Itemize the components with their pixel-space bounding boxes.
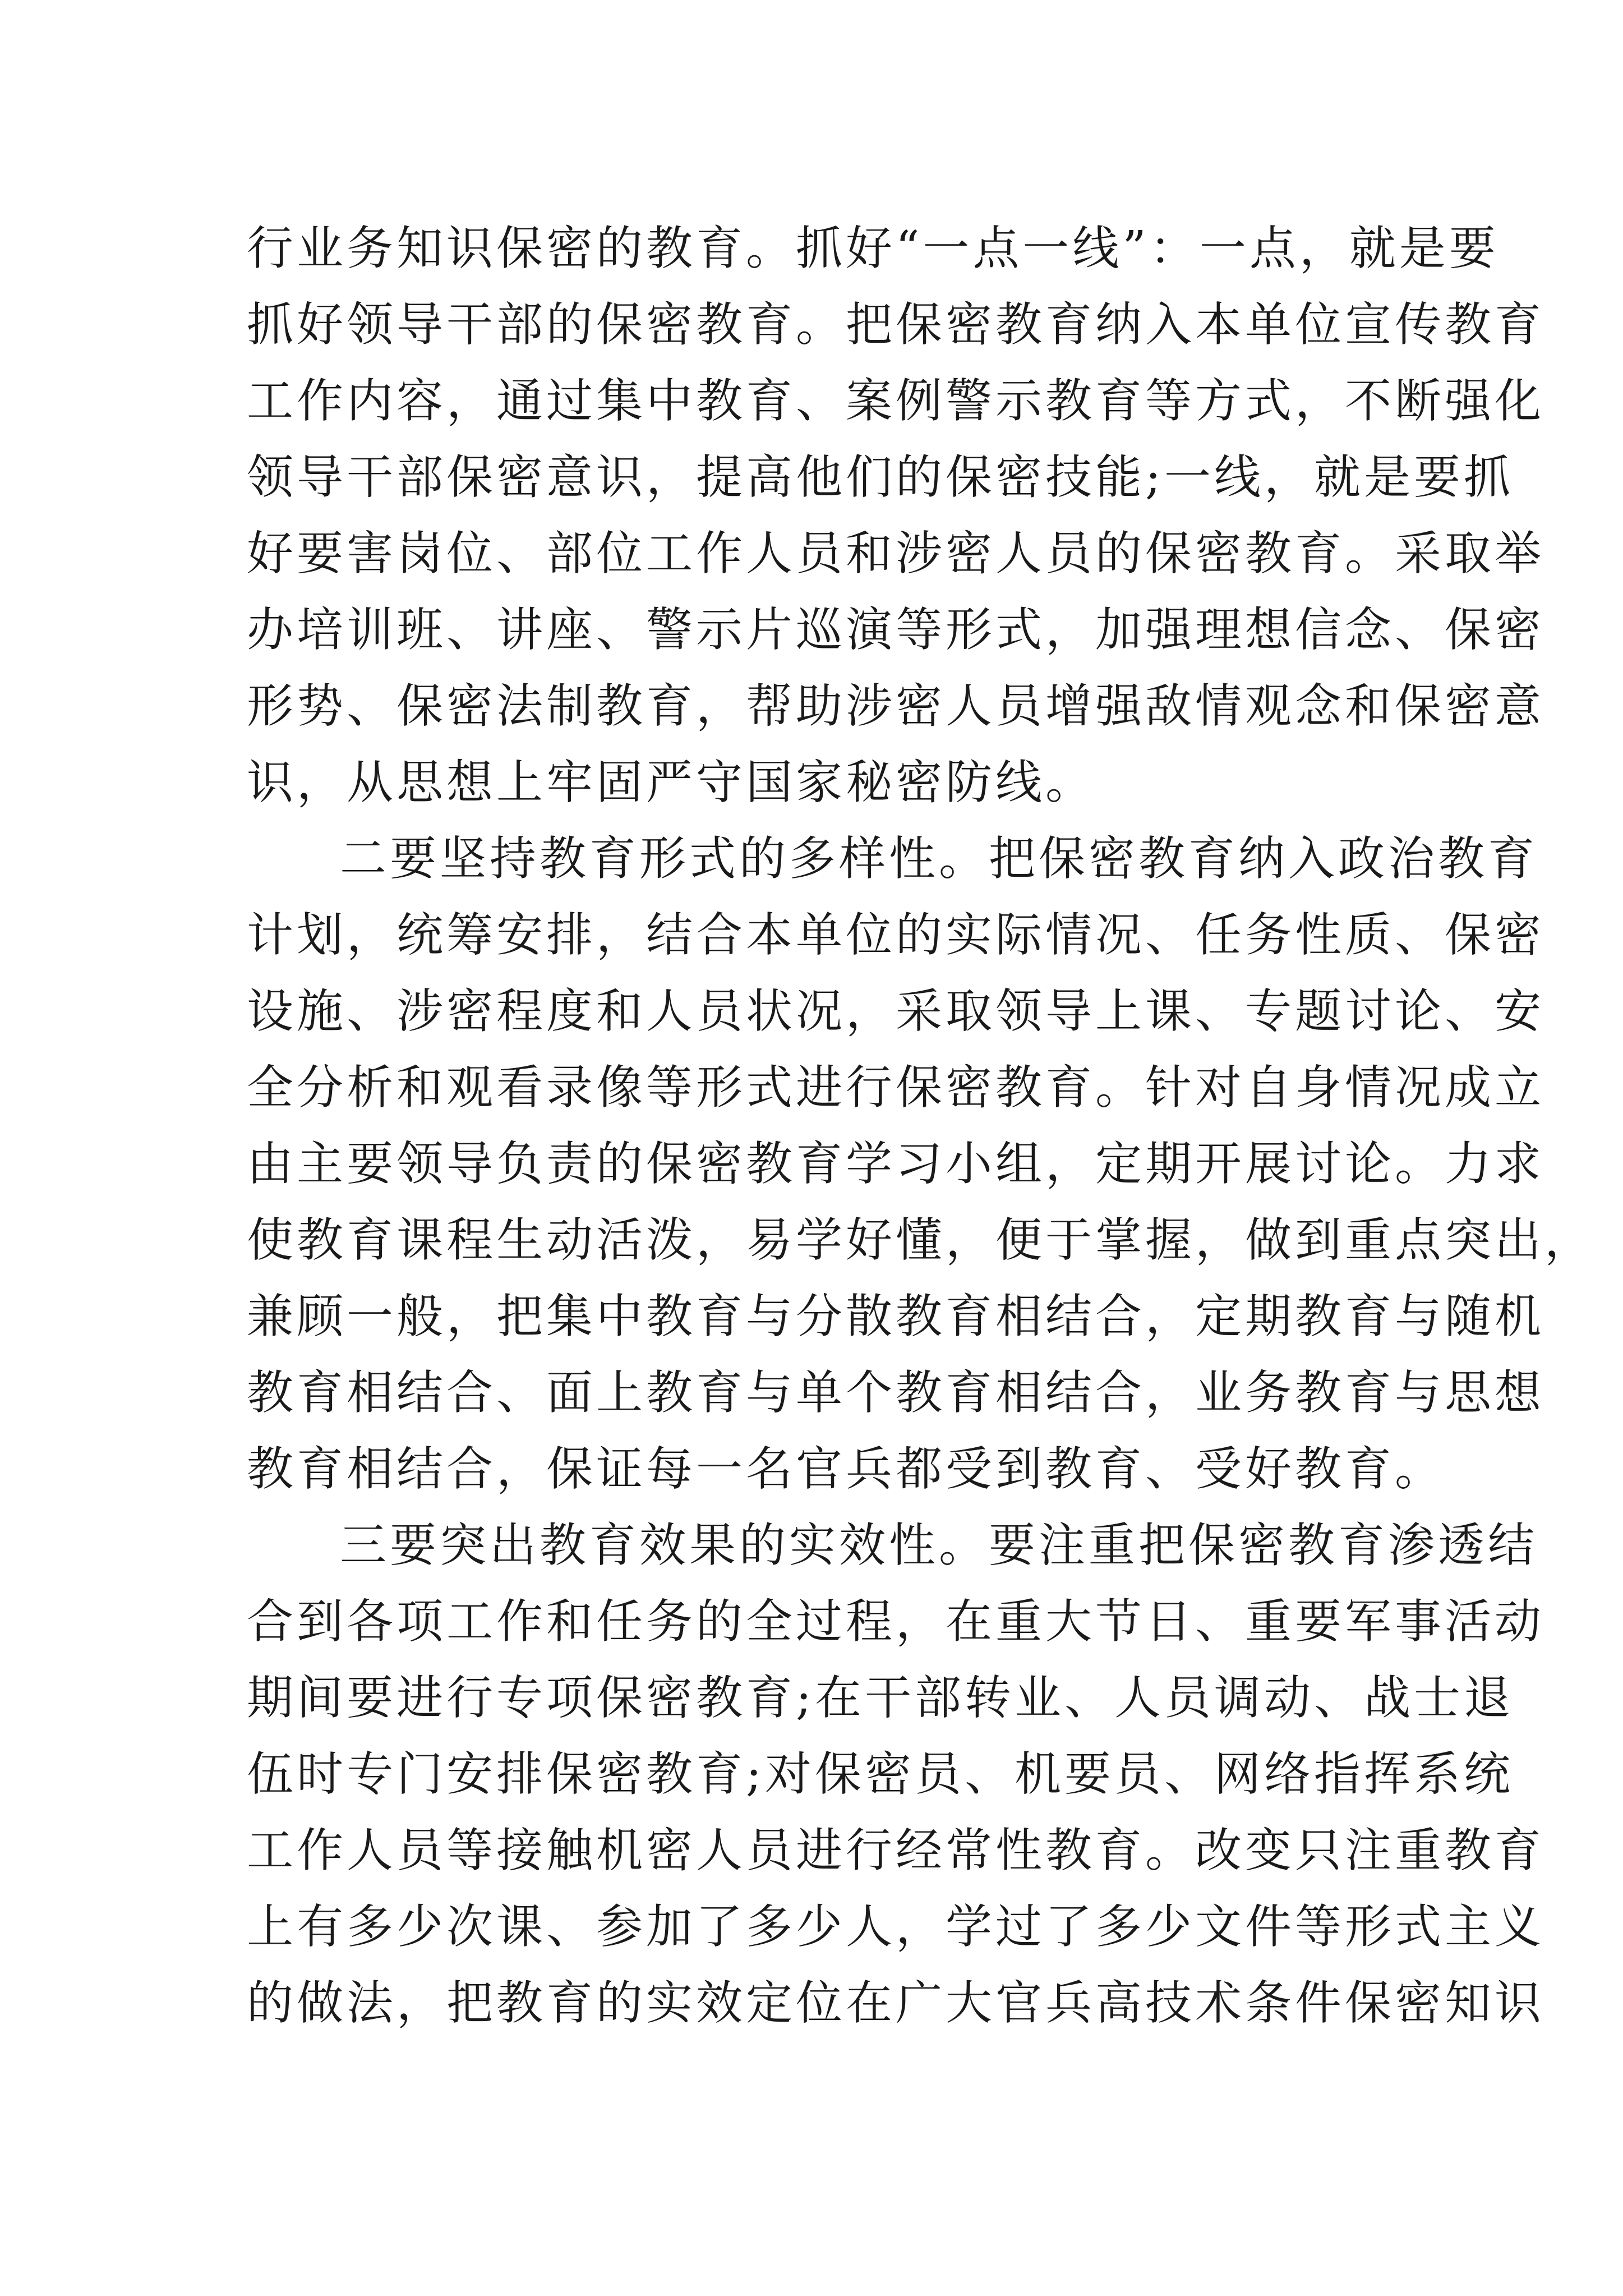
text-line: 计划，统筹安排，结合本单位的实际情况、任务性质、保密 [247, 908, 1544, 962]
paragraph-point-three [247, 1507, 1544, 2041]
text-line: 识，从思想上牢固严守国家秘密防线。 [247, 755, 1095, 809]
text-line: 办培训班、讲座、警示片巡演等形式，加强理想信念、保密 [247, 602, 1544, 657]
text-line: 三要突出教育效果的实效性。要注重把保密教育渗透结 [340, 1518, 1538, 1572]
text-line: 设施、涉密程度和人员状况，采取领导上课、专题讨论、安 [247, 984, 1544, 1038]
text-line: 教育相结合，保证每一名官兵都受到教育、受好教育。 [247, 1442, 1445, 1496]
text-line: 形势、保密法制教育，帮助涉密人员增强敌情观念和保密意 [247, 679, 1544, 733]
text-line: 教育相结合、面上教育与单个教育相结合，业务教育与思想 [247, 1365, 1544, 1420]
paragraph-continuation [247, 210, 1544, 821]
paragraph-point-two [247, 821, 1594, 1507]
text-line: 抓好领导干部的保密教育。把保密教育纳入本单位宣传教育 [247, 297, 1544, 352]
text-line: 二要坚持教育形式的多样性。把保密教育纳入政治教育 [340, 831, 1538, 886]
text-line: 期间要进行专项保密教育;在干部转业、人员调动、战士退 [247, 1671, 1514, 1725]
text-line: 由主要领导负责的保密教育学习小组，定期开展讨论。力求 [247, 1137, 1544, 1191]
text-line: 工作内容，通过集中教育、案例警示教育等方式，不断强化 [247, 374, 1544, 428]
text-line: 工作人员等接触机密人员进行经常性教育。改变只注重教育 [247, 1823, 1544, 1878]
text-line: 好要害岗位、部位工作人员和涉密人员的保密教育。采取举 [247, 526, 1544, 581]
text-line: 合到各项工作和任务的全过程，在重大节日、重要军事活动 [247, 1594, 1544, 1649]
text-line: 全分析和观看录像等形式进行保密教育。针对自身情况成立 [247, 1060, 1544, 1115]
text-line: 上有多少次课、参加了多少人，学过了多少文件等形式主义 [247, 1899, 1544, 1954]
text-line: 伍时专门安排保密教育;对保密员、机要员、网络指挥系统 [247, 1747, 1514, 1801]
text-line: 使教育课程生动活泼，易学好懂，便于掌握，做到重点突出， [247, 1213, 1594, 1267]
body-text [247, 210, 1594, 2041]
text-line: 领导干部保密意识，提高他们的保密技能;一线，就是要抓 [247, 450, 1514, 504]
text-line: 的做法，把教育的实效定位在广大官兵高技术条件保密知识 [247, 1976, 1544, 2030]
text-line: 行业务知识保密的教育。抓好“一点一线”：一点，就是要 [247, 221, 1499, 275]
text-line: 兼顾一般，把集中教育与分散教育相结合，定期教育与随机 [247, 1289, 1544, 1343]
